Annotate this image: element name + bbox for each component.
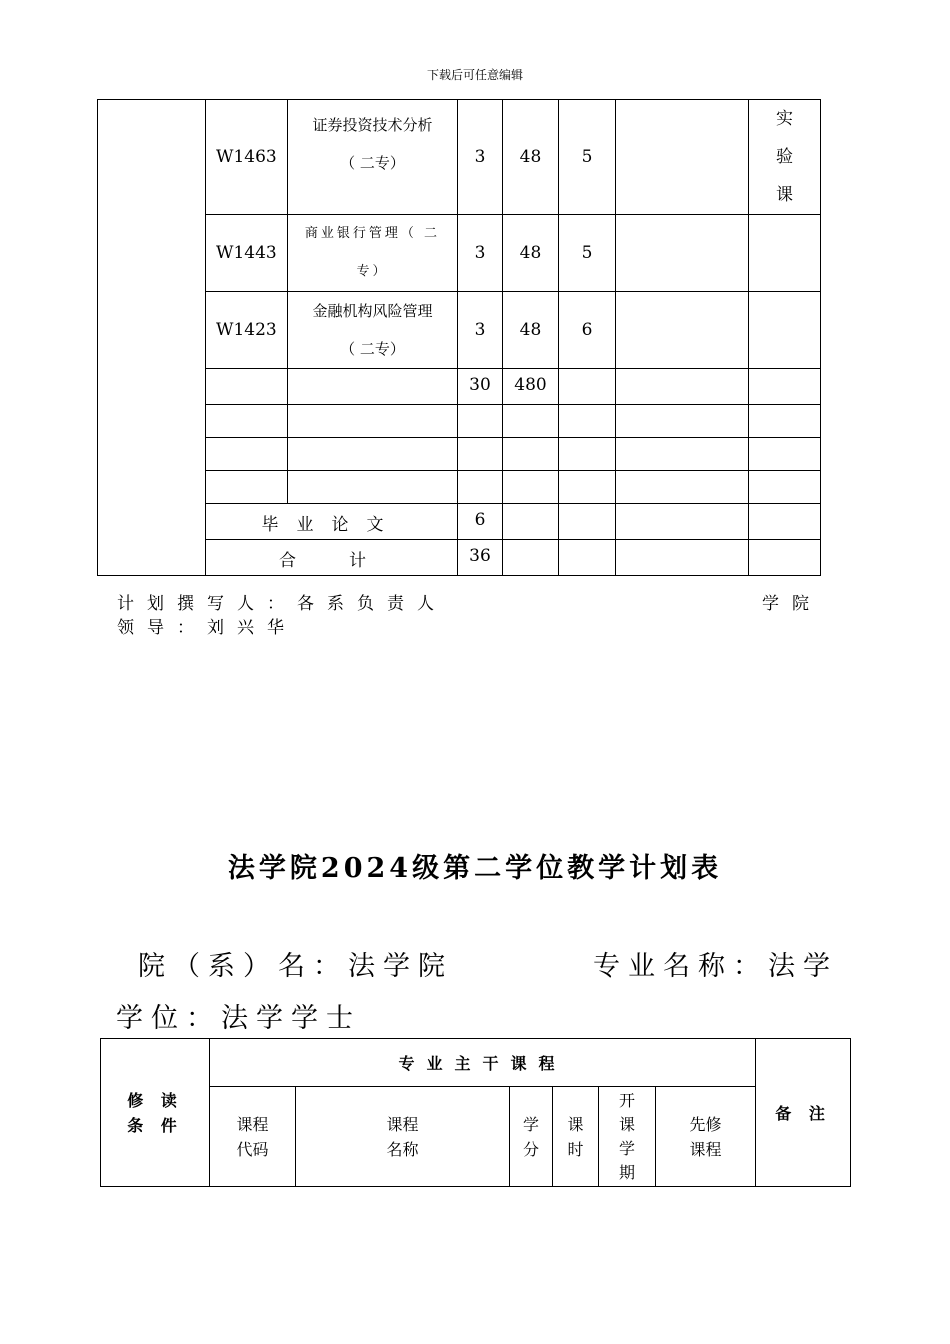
major-info: 专业名称：法学 — [593, 951, 838, 982]
col-course-code: 课程 代码 — [210, 1087, 296, 1187]
course-code: W1423 — [206, 292, 288, 369]
total-row — [98, 540, 821, 576]
course-plan-header-table — [100, 1038, 851, 1187]
table-row — [98, 292, 821, 369]
empty-row — [98, 405, 821, 438]
col-course-name: 课程 名称 — [296, 1087, 510, 1187]
col-credit: 学 分 — [510, 1087, 553, 1187]
table-row — [98, 215, 821, 292]
empty-row — [98, 471, 821, 504]
writer-line: 计划撰写人：各系负责人 — [117, 594, 447, 614]
dept-major-line — [138, 944, 838, 983]
thesis-row — [98, 504, 821, 540]
course-note — [749, 292, 821, 369]
page-title: 法学院2024级第二学位教学计划表 — [227, 853, 723, 884]
total-credit: 36 — [458, 540, 503, 576]
thesis-credit: 6 — [458, 504, 503, 540]
subtotal-hours: 480 — [503, 369, 559, 405]
course-code: W1463 — [206, 100, 288, 215]
signature-block — [117, 592, 822, 640]
empty-row — [98, 438, 821, 471]
course-credit: 3 — [458, 215, 503, 292]
requirement-header: 修 读 条 件 — [101, 1039, 210, 1187]
course-semester: 6 — [559, 292, 616, 369]
thesis-label: 毕业论文 — [206, 504, 458, 540]
course-hours: 48 — [503, 292, 559, 369]
course-name: 证券投资技术分析 （ 二专） — [288, 100, 458, 215]
leader-label-a: 学院 — [762, 594, 822, 614]
total-label: 合 计 — [206, 540, 458, 576]
header-note: 下载后可任意编辑 — [426, 68, 523, 82]
course-prereq — [616, 215, 749, 292]
course-note — [749, 215, 821, 292]
leader-line: 领导：刘兴华 — [117, 618, 297, 638]
course-semester: 5 — [559, 100, 616, 215]
course-name: 商业银行管理（ 二 专） — [288, 215, 458, 292]
course-credit: 3 — [458, 292, 503, 369]
col-prereq: 先修 课程 — [656, 1087, 756, 1187]
col-hours: 课 时 — [553, 1087, 599, 1187]
course-credit: 3 — [458, 100, 503, 215]
course-hours: 48 — [503, 215, 559, 292]
group-header: 专业主干课程 — [210, 1039, 756, 1087]
table-row — [98, 100, 821, 215]
course-hours: 48 — [503, 100, 559, 215]
course-name: 金融机构风险管理 （ 二专） — [288, 292, 458, 369]
course-plan-table-continued — [97, 99, 821, 576]
degree-info: 学位：法学学士 — [116, 1003, 361, 1034]
course-semester: 5 — [559, 215, 616, 292]
requirement-cell — [98, 100, 206, 576]
course-prereq — [616, 100, 749, 215]
course-prereq — [616, 292, 749, 369]
subtotal-credit: 30 — [458, 369, 503, 405]
subtotal-row — [98, 369, 821, 405]
dept-info: 院（系）名：法学院 — [138, 951, 453, 982]
note-header: 备 注 — [756, 1039, 851, 1187]
course-code: W1443 — [206, 215, 288, 292]
col-semester: 开 课 学 期 — [599, 1087, 656, 1187]
course-note: 实 验 课 — [749, 100, 821, 215]
